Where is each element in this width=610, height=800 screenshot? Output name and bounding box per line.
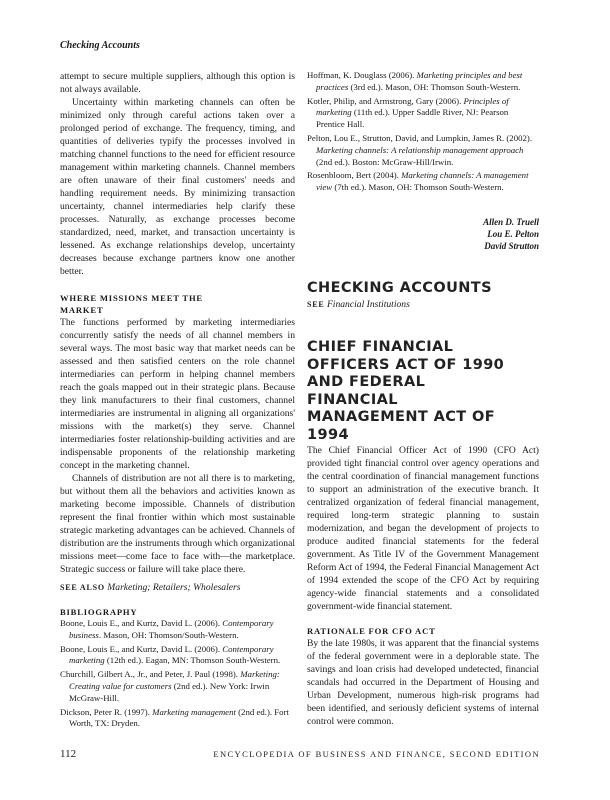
see-also-keyword: SEE ALSO <box>60 583 105 592</box>
entry-title-checking-accounts: CHECKING ACCOUNTS <box>307 279 492 296</box>
bibliography-entry: Kotler, Philip, and Armstrong, Gary (2006). Principles of marketing (11th ed.). Upper Saddle River, NJ: Pearson Prentice Hall. <box>307 95 509 130</box>
see-also-references: Marketing; Retailers; Wholesalers <box>107 582 241 593</box>
paragraph-cfo-act: The Chief Financial Officer Act of 1990 (CFO Act) provided tight financial control over agency operations and the central coordination of financial management functions to support an administration of the executive branch. It centralized organization of federal financial management, required long-term strategic planning to sustain modernization, and began the development of projects to produce audited financial statements for the federal government. As Title IV of the Government Management Reform Act of 1994, the Federal Financial Management Act of 1994 extended the scope of the CFO Act by requiring agency-wide financial statements and a consolidated government-wide financial statement. <box>307 445 539 613</box>
right-column <box>307 70 539 728</box>
page-number: 112 <box>60 748 77 760</box>
author-name: Allen D. Truell <box>483 216 539 227</box>
paragraph-intro: attempt to secure multiple suppliers, although this option is not always available. <box>60 71 295 95</box>
paragraph-missions: The functions performed by marketing intermediaries concurrently satisfy the needs of all channel members in several ways. The most basic way that market needs can be assessed and then satisfied centers on the role channel intermediaries can perform in helping channel members reach the goals mapped out in their strategic plans. Because they link manufacturers to their final customers, channel intermediaries are instrumental in aligning all organizations' missions with the market(s) they serve. Channel intermediaries foster relationship-building activities and are indispensable proponents of the relationship marketing concept in the marketing channel. <box>60 317 295 471</box>
bibliography-entry: Pelton, Lou E., Strutton, David, and Lumpkin, James R. (2002). Marketing channels: A relationship management approach (2nd ed.). Boston: McGraw-Hill/Irwin. <box>307 132 533 167</box>
see-keyword: SEE <box>307 300 325 310</box>
see-line <box>307 298 539 311</box>
see-reference-link[interactable]: Financial Institutions <box>326 299 410 311</box>
heading-rationale: RATIONALE FOR CFO ACT <box>307 626 436 637</box>
heading-missions-meet-market: WHERE MISSIONS MEET THE MARKET <box>60 293 203 315</box>
bibliography-entry: Boone, Louis E., and Kurtz, David L. (2006). Contemporary marketing (12th ed.). Eagan, MN: Thomson South-Western. <box>60 643 281 666</box>
bibliography-entry: Churchill, Gilbert A., Jr., and Peter, J. Paul (1998). Marketing: Creating value for customers (2nd ed.). New York: Irwin McGraw-Hill. <box>60 669 280 703</box>
bibliography-entry: Hoffman, K. Douglass (2006). Marketing principles and best practices (3rd ed.). Mason, OH: Thomson South-Western. <box>307 70 523 92</box>
entry-title-cfo-act: CHIEF FINANCIAL OFFICERS ACT OF 1990 AND FEDERAL FINANCIAL MANAGEMENT ACT OF 1994 <box>307 339 505 443</box>
book-title-footer: ENCYCLOPEDIA OF BUSINESS AND FINANCE, SECOND EDITION <box>213 749 540 759</box>
author-name: David Strutton <box>484 240 539 251</box>
bibliography-entry: Rosenbloom, Bert (2004). Marketing channels: A management view (7th ed.). Mason, OH: Thomson South-Western. <box>307 170 529 193</box>
bibliography-heading: BIBLIOGRAPHY <box>60 607 138 617</box>
paragraph-channels: Channels of distribution are not all there is to marketing, but without them all the behaviors and activities known as marketing become impossible. Channels of distribution represent the final frontier within which most sustainable strategic marketing advantages can be achieved. Channels of distribution are the instruments through which organizational missions meet—come face to face with—the marketplace. Strategic success or failure will take place there. <box>60 473 295 575</box>
author-signatures <box>307 216 539 252</box>
running-head: Checking Accounts <box>60 40 140 51</box>
left-column <box>60 70 295 732</box>
bibliography-entry: Boone, Louis E., and Kurtz, David L. (2006). Contemporary business. Mason, OH: Thomson/South-Western. <box>60 618 274 640</box>
paragraph-uncertainty: Uncertainty within marketing channels can often be minimized only through careful actions taken over a prolonged period of exchange. The frequency, timing, and quantities of deliveries typify the processes involved in matching channel functions to the need for efficient resource management within marketing channels. Channel members are often unaware of their final customers' needs and handling requirement needs. By minimizing transaction uncertainty, channel intermediaries help clarify these processes. Naturally, as exchange processes become standardized, need, market, and transaction uncertainty is lessened. As exchange relationships develop, uncertainty decreases because exchange partners know one another better. <box>60 97 295 277</box>
bibliography-list-left <box>60 618 295 730</box>
bibliography-entry: Dickson, Peter R. (1997). Marketing management (2nd ed.). Fort Worth, TX: Dryden. <box>60 706 289 729</box>
bibliography-list-right <box>307 70 539 194</box>
author-name: Lou E. Pelton <box>487 228 539 239</box>
paragraph-rationale: By the late 1980s, it was apparent that the financial systems of the federal government were in a deplorable state. The savings and loan crisis had developed undetected, financial scandals had occurred in the Department of Housing and Urban Development, numerous high-risk programs had been identified, and seriously deficient systems of internal control were common. <box>307 638 539 728</box>
see-also-line <box>60 581 295 594</box>
